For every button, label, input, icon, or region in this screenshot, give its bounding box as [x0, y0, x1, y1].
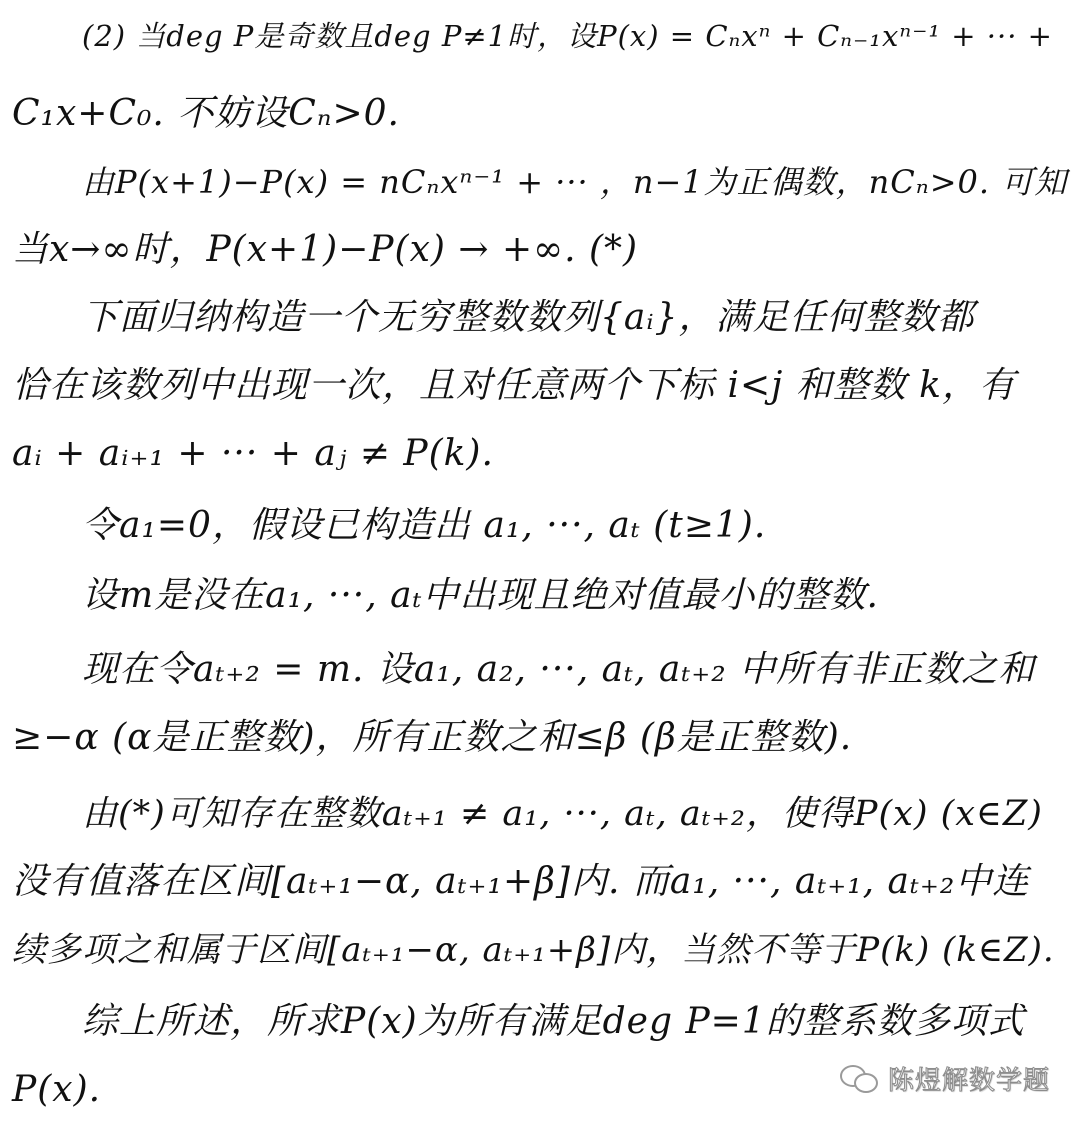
- watermark-text: 陈煜解数学题: [887, 1065, 1050, 1096]
- watermark: [840, 1058, 1050, 1098]
- text-line-5: 下面归纳构造一个无穷整数数列{aᵢ}，满足任何整数都: [82, 297, 975, 338]
- text-line-4: 当x→∞时，P(x+1)−P(x) → +∞. (*): [12, 229, 639, 270]
- text-line-11: ≥−α (α是正整数)，所有正数之和≤β (β是正整数).: [12, 717, 853, 758]
- text-line-13: 没有值落在区间[aₜ₊₁−α, aₜ₊₁+β]内. 而a₁, ···, aₜ₊₁, aₜ₊₂中连: [12, 861, 1030, 902]
- text-line-9: 设m是没在a₁, ···, aₜ中出现且绝对值最小的整数.: [82, 575, 879, 616]
- text-line-1: (2) 当deg P是奇数且deg P≠1时，设P(x) = Cₙxⁿ + Cₙ₋₁xⁿ⁻¹ + ··· +: [82, 19, 1053, 53]
- wechat-icon: [840, 1063, 878, 1093]
- text-line-10: 现在令aₜ₊₂ = m. 设a₁, a₂, ···, aₜ, aₜ₊₂ 中所有非正数之和: [82, 649, 1036, 690]
- text-line-2: C₁x+C₀. 不妨设Cₙ>0.: [12, 93, 400, 134]
- text-line-12: 由(*)可知存在整数aₜ₊₁ ≠ a₁, ···, aₜ, aₜ₊₂，使得P(x) (x∈Z): [82, 794, 1043, 834]
- text-line-3: 由P(x+1)−P(x) = nCₙxⁿ⁻¹ + ··· ，n−1为正偶数，nCₙ>0. 可知: [82, 163, 1068, 201]
- text-line-8: 令a₁=0，假设已构造出 a₁, ···, aₜ (t≥1).: [82, 505, 767, 546]
- text-line-6: 恰在该数列中出现一次，且对任意两个下标 i<j 和整数 k，有: [12, 365, 1016, 406]
- text-line-15: 综上所述，所求P(x)为所有满足deg P=1的整系数多项式: [82, 1001, 1025, 1042]
- text-line-14: 续多项之和属于区间[aₜ₊₁−α, aₜ₊₁+β]内，当然不等于P(k) (k∈Z).: [12, 930, 1055, 970]
- text-line-16: P(x).: [12, 1069, 102, 1110]
- text-line-7: aᵢ + aᵢ₊₁ + ··· + aⱼ ≠ P(k).: [12, 433, 494, 474]
